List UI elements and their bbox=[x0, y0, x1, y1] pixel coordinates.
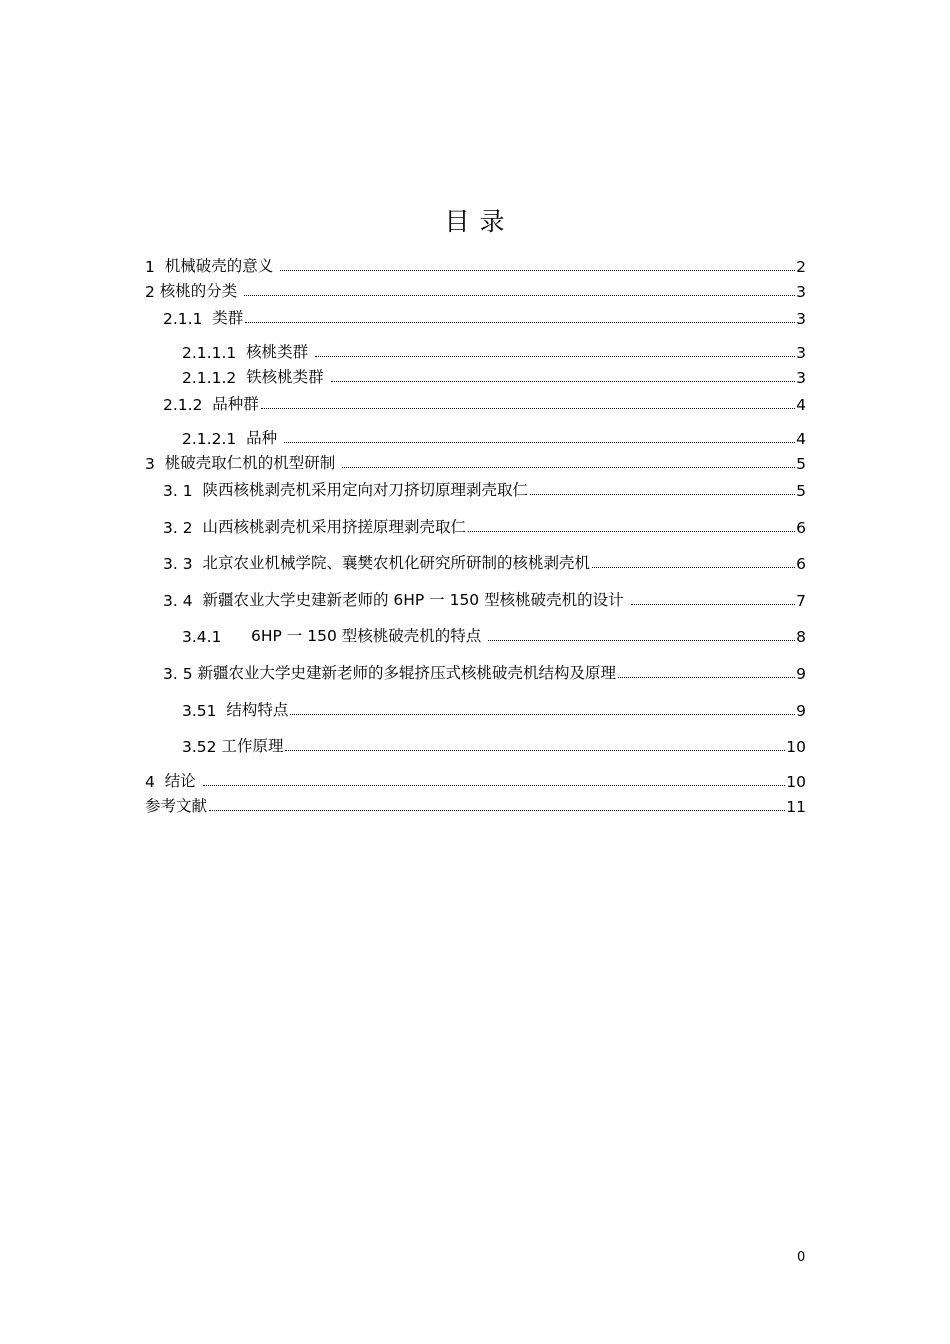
toc-entry-page: 9 bbox=[796, 665, 806, 683]
toc-entry-number: 3.52 bbox=[182, 738, 222, 756]
toc-entry-page: 3 bbox=[796, 283, 806, 301]
toc-entry[interactable] bbox=[163, 306, 806, 328]
toc-entry[interactable] bbox=[163, 551, 806, 573]
toc-entry[interactable] bbox=[163, 478, 806, 500]
toc-dot-leader bbox=[290, 714, 795, 715]
toc-entry-number: 4 bbox=[145, 773, 165, 791]
toc-entry-number: 3. 1 bbox=[163, 482, 203, 500]
toc-entry-number: 2 bbox=[145, 283, 160, 301]
toc-entry[interactable] bbox=[163, 515, 806, 537]
toc-entry[interactable] bbox=[145, 794, 806, 816]
toc-entry-page: 6 bbox=[796, 555, 806, 573]
toc-entry-number: 3. 4 bbox=[163, 592, 203, 610]
toc-entry-number: 2.1.1.1 bbox=[182, 344, 247, 362]
toc-entry[interactable] bbox=[182, 698, 806, 720]
toc-entry-number: 3. 2 bbox=[163, 519, 203, 537]
toc-entry-number: 1 bbox=[145, 258, 165, 276]
toc-entry-number: 3 bbox=[145, 455, 165, 473]
toc-dot-leader bbox=[342, 467, 795, 468]
toc-dot-leader bbox=[631, 604, 796, 605]
toc-entry-number: 2.1.2.1 bbox=[182, 430, 247, 448]
toc-entry[interactable] bbox=[163, 661, 806, 683]
toc-entry-title: 新疆农业大学史建新老师的多辊挤压式核桃破壳机结构及原理 bbox=[197, 664, 617, 682]
page-number: 0 bbox=[797, 1250, 806, 1265]
toc-entry-title: 核桃类群 bbox=[246, 343, 314, 361]
toc-entry[interactable] bbox=[182, 340, 806, 362]
toc-entry[interactable] bbox=[163, 588, 806, 610]
toc-entry[interactable] bbox=[145, 279, 806, 301]
toc-entry-number: 2.1.2 bbox=[163, 396, 213, 414]
toc-entry-number: 3.51 bbox=[182, 702, 227, 720]
toc-entry[interactable] bbox=[182, 624, 806, 646]
toc-dot-leader bbox=[618, 677, 795, 678]
toc-entry-title: 新疆农业大学史建新老师的 6HP 一 150 型核桃破壳机的设计 bbox=[202, 591, 629, 609]
toc-entry[interactable] bbox=[182, 426, 806, 448]
toc-entry-page: 7 bbox=[796, 592, 806, 610]
toc-dot-leader bbox=[209, 810, 785, 811]
toc-entry-page: 6 bbox=[796, 519, 806, 537]
toc-entry-title: 类群 bbox=[212, 309, 244, 327]
toc-entry-page: 8 bbox=[796, 628, 806, 646]
toc-entry-page: 4 bbox=[796, 396, 806, 414]
toc-dot-leader bbox=[331, 381, 796, 382]
toc-entry-number: 3. 5 bbox=[163, 665, 198, 683]
toc-entry-title: 陕西核桃剥壳机采用定向对刀挤切原理剥壳取仁 bbox=[202, 481, 528, 499]
toc-dot-leader bbox=[285, 750, 785, 751]
toc-entry-title: 6HP 一 150 型核桃破壳机的特点 bbox=[251, 627, 487, 645]
toc-entry-number: 3. 3 bbox=[163, 555, 203, 573]
toc-entry-title: 核桃的分类 bbox=[159, 282, 243, 300]
toc-entry[interactable] bbox=[182, 365, 806, 387]
toc-entry-title: 北京农业机械学院、襄樊农机化研究所研制的核桃剥壳机 bbox=[202, 554, 590, 572]
toc-entry-title: 结构特点 bbox=[226, 701, 289, 719]
toc-dot-leader bbox=[280, 270, 795, 271]
toc-entry-title: 机械破壳的意义 bbox=[164, 257, 279, 275]
toc-entry[interactable] bbox=[163, 392, 806, 414]
toc-entry-number: 3.4.1 bbox=[182, 628, 252, 646]
toc-entry-page: 3 bbox=[796, 344, 806, 362]
toc-entry-page: 3 bbox=[796, 310, 806, 328]
toc-entry-page: 4 bbox=[796, 430, 806, 448]
toc-dot-leader bbox=[245, 322, 795, 323]
toc-entry-page: 9 bbox=[796, 702, 806, 720]
toc-entry-page: 5 bbox=[796, 455, 806, 473]
toc-entry[interactable] bbox=[145, 451, 806, 473]
toc-entry-title: 山西核桃剥壳机采用挤搓原理剥壳取仁 bbox=[202, 518, 466, 536]
toc-entry[interactable] bbox=[145, 769, 806, 791]
toc-entry-title: 铁核桃类群 bbox=[246, 368, 329, 386]
toc-dot-leader bbox=[488, 640, 795, 641]
toc-entry-title: 参考文献 bbox=[145, 797, 208, 815]
toc-entry-title: 桃破壳取仁机的机型研制 bbox=[164, 454, 341, 472]
toc-dot-leader bbox=[284, 442, 795, 443]
toc-entry-number: 2.1.1.2 bbox=[182, 369, 247, 387]
toc-entry-title: 品种 bbox=[246, 429, 283, 447]
toc-entry-page: 10 bbox=[786, 773, 806, 791]
toc-entry-page: 10 bbox=[786, 738, 806, 756]
toc-entry-page: 2 bbox=[796, 258, 806, 276]
toc-dot-leader bbox=[203, 785, 786, 786]
toc-dot-leader bbox=[244, 295, 795, 296]
toc-entry[interactable] bbox=[182, 734, 806, 756]
toc-dot-leader bbox=[261, 408, 795, 409]
toc-entry-title: 品种群 bbox=[212, 395, 259, 413]
toc-entry-title: 结论 bbox=[164, 772, 201, 790]
toc-entry-number: 2.1.1 bbox=[163, 310, 213, 328]
toc-entry-page: 5 bbox=[796, 482, 806, 500]
toc-entry-page: 3 bbox=[796, 369, 806, 387]
toc-entry-title: 工作原理 bbox=[221, 737, 284, 755]
toc-dot-leader bbox=[530, 494, 795, 495]
toc-dot-leader bbox=[315, 356, 795, 357]
toc-entry-page: 11 bbox=[786, 798, 806, 816]
toc-entry[interactable] bbox=[145, 254, 806, 276]
toc-title: 目 录 bbox=[444, 207, 506, 236]
toc-dot-leader bbox=[592, 567, 795, 568]
toc-dot-leader bbox=[468, 531, 795, 532]
